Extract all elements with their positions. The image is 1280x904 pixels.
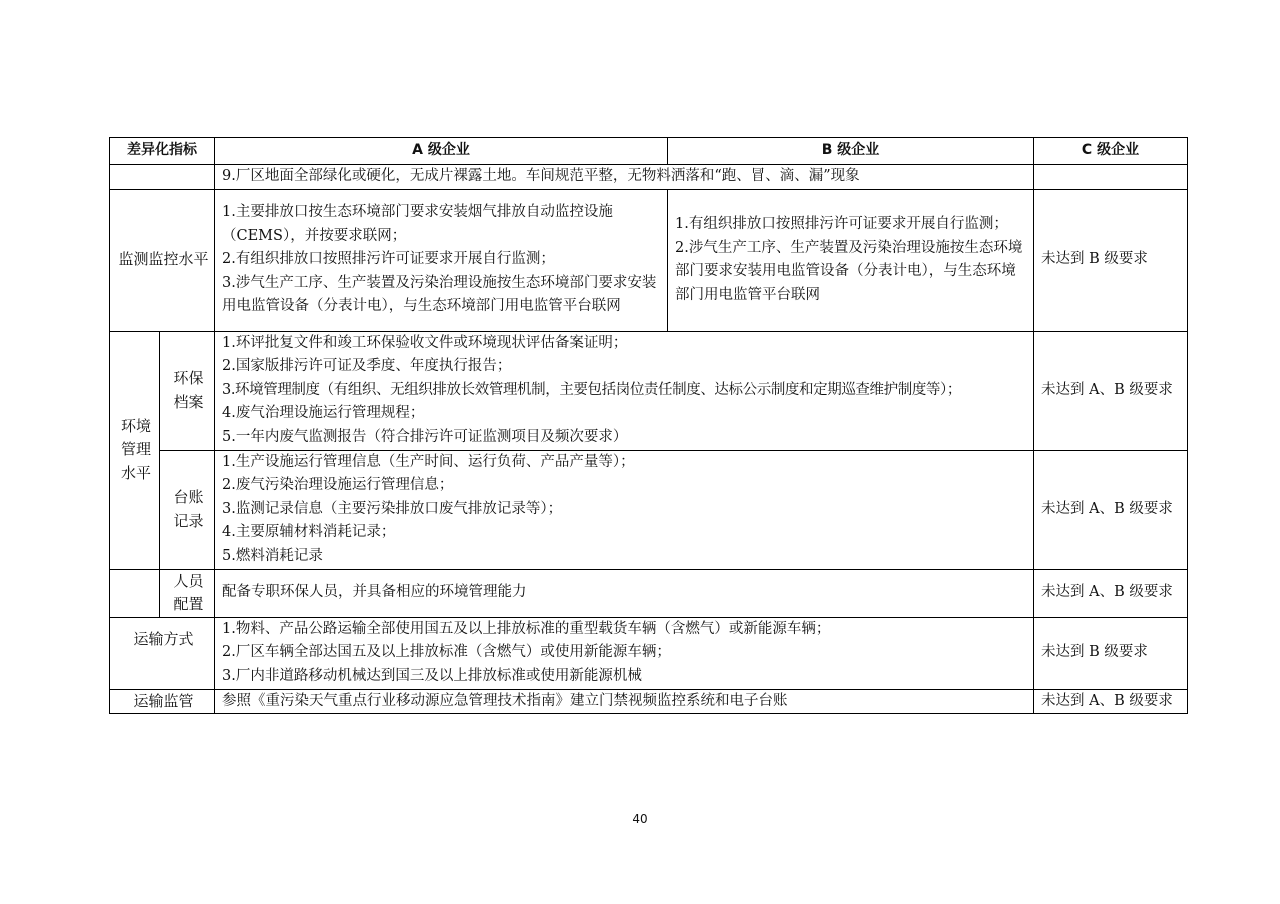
archive-item: 1.环评批复文件和竣工环保验收文件或环境现状评估备案证明；	[222, 334, 628, 351]
row-transport-supervision	[110, 689, 1188, 714]
archive-item: 3.环境管理制度（有组织、无组织排放长效管理机制，主要包括岗位责任制度、达标公示制度和定期巡查维护制度等）；	[222, 381, 961, 398]
greening-c-cell	[1034, 165, 1188, 190]
monitoring-indicator-label: 监测监控水平	[118, 250, 209, 269]
transport-supervision-text: 参照《重污染天气重点行业移动源应急管理技术指南》建立门禁视频监控系统和电子台账	[215, 689, 1034, 714]
staff-subindicator-label: 人员配置	[173, 571, 204, 613]
ledger-item: 3.监测记录信息（主要污染排放口废气排放记录等）；	[222, 500, 563, 517]
header-a-level: A 级企业	[215, 138, 668, 165]
header-indicator: 差异化指标	[110, 138, 215, 165]
ledger-items-cell	[215, 450, 1034, 569]
monitoring-c-text: 未达到 B 级要求	[1034, 189, 1188, 331]
header-c-level: C 级企业	[1034, 138, 1188, 165]
greening-indicator-cell	[110, 165, 215, 190]
greening-a-text: 9.厂区地面全部绿化或硬化，无成片裸露土地。车间规范平整，无物料洒落和“跑、冒、滴、漏”现象	[215, 165, 1034, 190]
ledger-subindicator	[160, 450, 215, 569]
staff-c-text: 未达到 A、B 级要求	[1034, 569, 1188, 617]
indicator-table	[109, 137, 1188, 714]
transport-item: 2.厂区车辆全部达国五及以上排放标准（含燃气）或使用新能源车辆；	[222, 644, 671, 661]
ledger-item: 4.主要原辅材料消耗记录；	[222, 524, 396, 541]
row-monitoring	[110, 189, 1188, 331]
row-env-archive	[110, 331, 1188, 450]
archive-item: 2.国家版排污许可证及季度、年度执行报告；	[222, 358, 512, 375]
ledger-item: 5.燃料消耗记录	[222, 547, 323, 564]
archive-items-cell	[215, 331, 1034, 450]
ledger-c-text: 未达到 A、B 级要求	[1034, 450, 1188, 569]
archive-item: 4.废气治理设施运行管理规程；	[222, 405, 425, 422]
row-transport	[110, 617, 1188, 689]
transport-item: 3.厂内非道路移动机械达到国三及以上排放标准或使用新能源机械	[222, 667, 642, 684]
header-b-level: B 级企业	[668, 138, 1034, 165]
env-mgmt-indicator	[110, 331, 160, 569]
ledger-item: 1.生产设施运行管理信息（生产时间、运行负荷、产品产量等）；	[222, 453, 635, 470]
page-number: 40	[632, 812, 648, 826]
header-row	[110, 138, 1188, 165]
monitoring-a-item: 2.有组织排放口按照排污许可证要求开展自行监测；	[222, 251, 555, 268]
ledger-item: 2.废气污染治理设施运行管理信息；	[222, 477, 454, 494]
staff-text: 配备专职环保人员，并具备相应的环境管理能力	[215, 569, 1034, 617]
row-greening	[110, 165, 1188, 190]
monitoring-indicator	[110, 189, 215, 331]
staff-subindicator	[160, 569, 215, 617]
archive-subindicator	[160, 331, 215, 450]
row-env-ledger	[110, 450, 1188, 569]
monitoring-a-cell	[215, 189, 668, 331]
ledger-subindicator-label: 台账记录	[173, 488, 204, 530]
archive-subindicator-label: 环保档案	[173, 369, 204, 411]
transport-indicator: 运输方式	[110, 617, 215, 689]
transport-c-text: 未达到 B 级要求	[1034, 617, 1188, 689]
transport-items-cell	[215, 617, 1034, 689]
transport-item: 1.物料、产品公路运输全部使用国五及以上排放标准的重型载货车辆（含燃气）或新能源车辆；	[222, 620, 831, 637]
transport-supervision-indicator: 运输监管	[110, 689, 215, 714]
transport-supervision-c-text: 未达到 A、B 级要求	[1034, 689, 1188, 714]
row-env-staff	[110, 569, 1188, 617]
archive-c-text: 未达到 A、B 级要求	[1034, 331, 1188, 450]
monitoring-b-item: 1.有组织排放口按照排污许可证要求开展自行监测；	[675, 216, 1008, 232]
archive-item: 5.一年内废气监测报告（符合排污许可证监测项目及频次要求）	[222, 428, 628, 445]
monitoring-a-item: 1.主要排放口按生态环境部门要求安装烟气排放自动监控设施（CEMS），并按要求联网；	[222, 204, 613, 244]
monitoring-b-item: 2.涉气生产工序、生产装置及污染治理设施按生态环境部门要求安装用电监管设备（分表计电），与生态环境部门用电监管平台联网	[675, 239, 1023, 303]
staff-empty-cell	[110, 569, 160, 617]
env-mgmt-indicator-label: 环境管理水平	[120, 416, 151, 482]
monitoring-b-cell	[668, 189, 1034, 331]
monitoring-a-item: 3.涉气生产工序、生产装置及污染治理设施按生态环境部门要求安装用电监管设备（分表计电），与生态环境部门用电监管平台联网	[222, 274, 657, 315]
